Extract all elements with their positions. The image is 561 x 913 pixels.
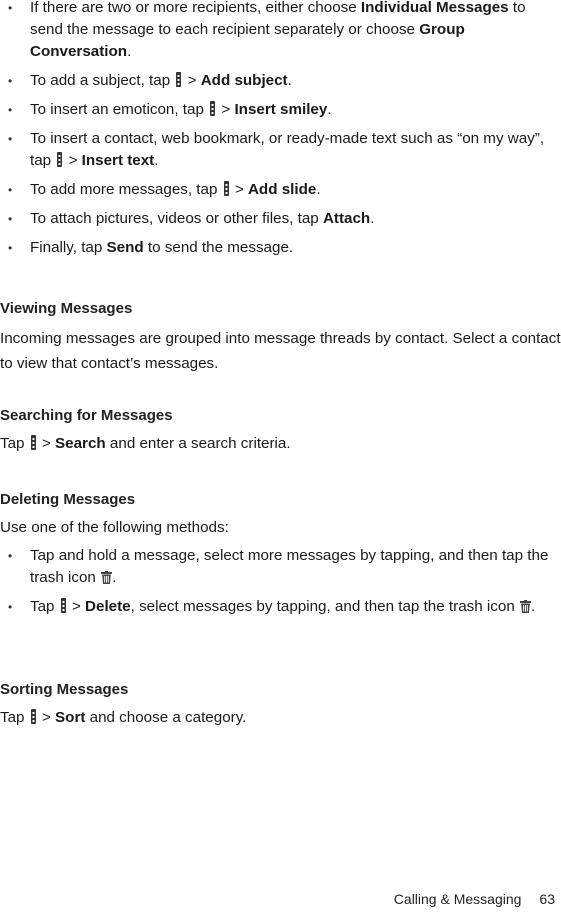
list-item: • To add more messages, tap > Add slide.	[0, 179, 561, 201]
section-title-searching: Searching for Messages	[0, 407, 173, 424]
section-title-sorting: Sorting Messages	[0, 681, 129, 698]
deleting-methods-list	[0, 545, 561, 625]
deleting-intro: Use one of the following methods:	[0, 519, 229, 536]
menu-icon	[30, 435, 37, 450]
menu-icon	[175, 72, 182, 87]
menu-icon	[223, 181, 230, 196]
footer-section-label: Calling & Messaging	[393, 891, 522, 907]
trash-icon	[101, 571, 112, 584]
list-item: • To attach pictures, videos or other files, tap Attach.	[0, 208, 561, 230]
menu-icon	[56, 152, 63, 167]
list-item: • If there are two or more recipients, either choose Individual Messages to send the message to each recipient separately or choose Group Conversation.	[0, 0, 561, 63]
message-options-list	[0, 0, 561, 266]
list-item: • To insert an emoticon, tap > Insert smiley.	[0, 99, 561, 121]
section-title-deleting: Deleting Messages	[0, 491, 136, 508]
list-item: • Finally, tap Send to send the message.	[0, 237, 561, 259]
page-number: 63	[539, 891, 555, 907]
page-footer	[394, 891, 555, 907]
searching-body: Tap > Search and enter a search criteria.	[0, 435, 291, 452]
viewing-body: Incoming messages are grouped into message threads by contact. Select a contact to view that contact’s messages.	[0, 330, 561, 372]
list-item: • Tap and hold a message, select more messages by tapping, and then tap the trash icon .	[0, 545, 561, 589]
sorting-body: Tap > Sort and choose a category.	[0, 709, 247, 726]
list-item: • To insert a contact, web bookmark, or ready-made text such as “on my way”, tap > Insert text.	[0, 128, 561, 172]
list-item: • Tap > Delete, select messages by tapping, and then tap the trash icon .	[0, 596, 561, 618]
menu-icon	[30, 709, 37, 724]
list-item: • To add a subject, tap > Add subject.	[0, 70, 561, 92]
menu-icon	[60, 598, 67, 613]
menu-icon	[209, 101, 216, 116]
section-title-viewing: Viewing Messages	[0, 300, 133, 317]
trash-icon	[520, 600, 531, 613]
